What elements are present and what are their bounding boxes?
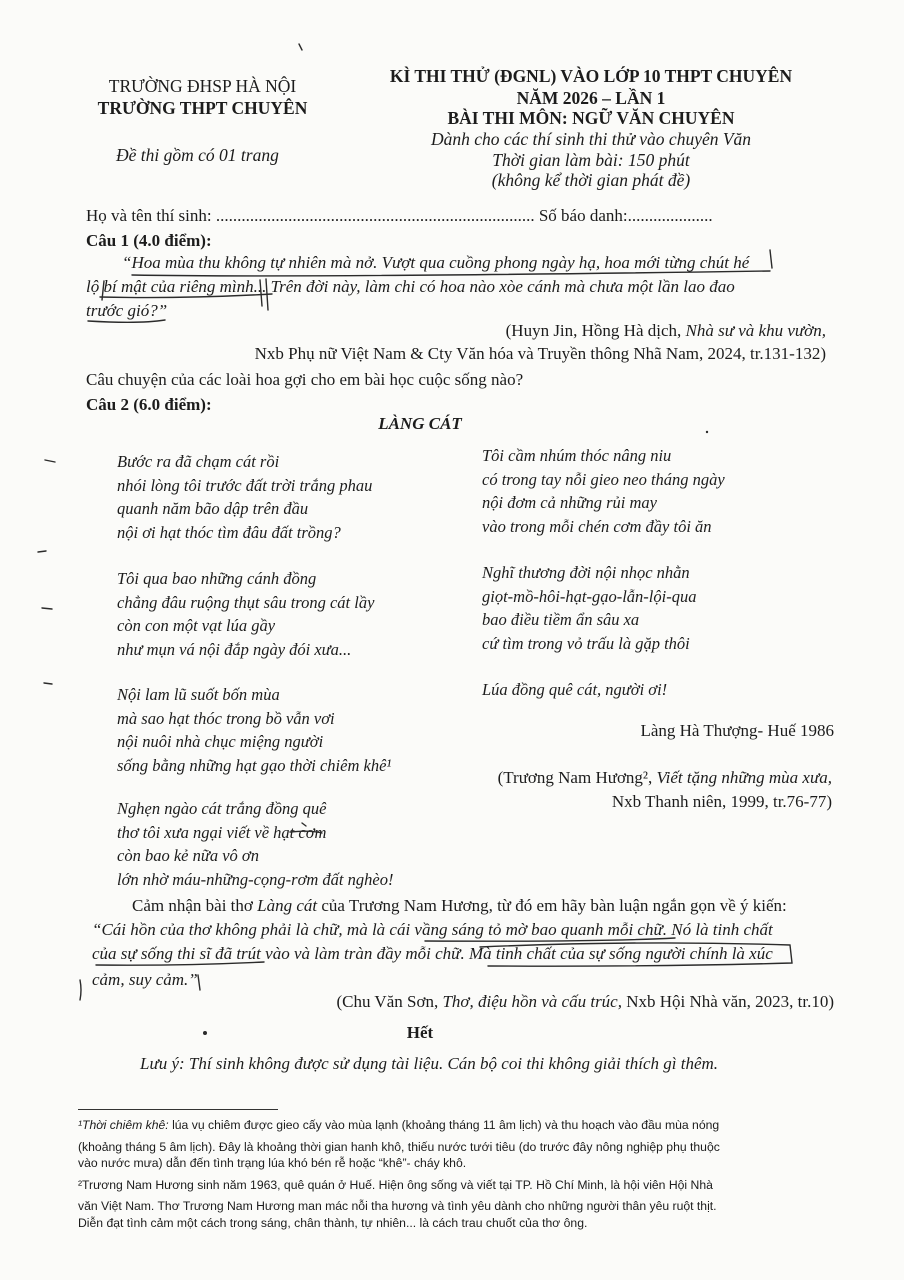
poem-place-date: Làng Hà Thượng- Huế 1986	[640, 721, 834, 740]
footnote-2-line3: Diễn đạt tình cảm một cách trong sáng, chân thành, tự nhiên... là cách trau chuốt của thơ ông.	[78, 1216, 588, 1230]
source-book-title: Thơ, điệu hồn và cấu trúc,	[442, 992, 622, 1011]
poem-line: như mụn vá nội đắp ngày đói xưa...	[117, 639, 352, 659]
question-2-quote-source	[336, 992, 834, 1012]
footnote-1-term: ¹Thời chiêm khê:	[78, 1118, 169, 1132]
pen-dash	[299, 44, 302, 50]
question-1-quote-line3: trước gió?”	[86, 301, 168, 320]
exam-time: Thời gian làm bài: 150 phút	[492, 150, 690, 170]
source-publisher: Nxb Hội Nhà văn, 2023, tr.10)	[621, 992, 834, 1011]
poem-stanza	[482, 444, 725, 538]
source-book-title: Viết tặng những mùa xưa,	[656, 768, 832, 787]
page-count: Đề thi gồm có 01 trang	[116, 145, 279, 165]
prompt-text: của Trương Nam Hương, từ đó em hãy bàn luận ngắn gọn về ý kiến:	[317, 896, 787, 915]
poem-line: vào trong mỗi chén cơm đầy tôi ăn	[482, 516, 712, 536]
poem-source-line1	[498, 768, 832, 788]
question-1-heading: Câu 1 (4.0 điểm):	[86, 231, 212, 250]
end-note: Lưu ý: Thí sinh không được sử dụng tài liệu. Cán bộ coi thi không giải thích gì thêm.	[140, 1054, 719, 1073]
school-name-line2: TRƯỜNG THPT CHUYÊN	[97, 98, 308, 118]
poem-stanza	[117, 797, 393, 891]
footnote-text: lúa vụ chiêm được gieo cấy vào mùa lạnh (khoảng tháng 11 âm lịch) và thu hoạch vào đầu mùa nóng	[168, 1118, 720, 1132]
poem-stanza	[482, 561, 696, 655]
question-1-quote-line1: “Hoa mùa thu không tự nhiên mà nở. Vượt qua cuồng phong ngày hạ, hoa mới từng chút hé	[122, 253, 750, 272]
poem-line: Tôi cầm nhúm thóc nâng niu	[482, 446, 672, 465]
end-label: Hết	[406, 1023, 434, 1042]
poem-line: Bước ra đã chạm cát rồi	[117, 452, 280, 471]
exam-audience: Dành cho các thí sinh thi thử vào chuyên Văn	[430, 129, 752, 149]
poem-line: Nghĩ thương đời nội nhọc nhằn	[482, 563, 690, 582]
poem-line: bao điều tiềm ẩn sâu xa	[482, 610, 640, 629]
question-2-heading: Câu 2 (6.0 điểm):	[86, 395, 212, 414]
poem-line: nội ơi hạt thóc tìm đâu đất trồng?	[117, 522, 341, 542]
exam-title: KÌ THI THỬ (ĐGNL) VÀO LỚP 10 THPT CHUYÊN	[389, 66, 793, 86]
poem-line: thơ tôi xưa ngại viết về hạt cơm	[117, 822, 327, 842]
footnote-2-line1: ²Trương Nam Hương sinh năm 1963, quê quán ở Huế. Hiện ông sống và viết tại TP. Hồ Chí Minh, là hội viên Hội Nhà	[78, 1178, 713, 1192]
poem-stanza	[117, 567, 374, 661]
poem-line: còn bao kẻ nữa vô ơn	[117, 846, 259, 865]
school-name-line1: TRƯỜNG ĐHSP HÀ NỘI	[108, 76, 297, 96]
source-book-title: Nhà sư và khu vườn,	[685, 321, 826, 340]
poem-line: sống bằng những hạt gạo thời chiêm khê¹	[117, 755, 392, 775]
poem-stanza	[117, 683, 391, 777]
poem-line: Nội lam lũ suốt bốn mùa	[117, 685, 280, 704]
poem-line: cứ tìm trong vỏ trấu là gặp thôi	[482, 633, 690, 653]
poem-line: nhói lòng tôi trước đất trời trắng phau	[117, 475, 373, 495]
question-2-quote-line3: cảm, suy cảm.”	[92, 970, 198, 989]
poem-line: Lúa đồng quê cát, người ơi!	[482, 680, 668, 699]
poem-line: mà sao hạt thóc trong bồ vẫn vơi	[117, 708, 335, 728]
poem-source-line2: Nxb Thanh niên, 1999, tr.76-77)	[611, 792, 832, 811]
footnote-1-line1	[78, 1114, 719, 1136]
footnote-separator	[78, 1109, 278, 1110]
pen-dash	[44, 683, 52, 684]
poem-line: lớn nhờ máu-những-cọng-rơm đất nghèo!	[117, 869, 394, 889]
question-2-prompt	[132, 896, 787, 916]
exam-time-note: (không kể thời gian phát đề)	[491, 170, 691, 190]
footnote-1-line3: vào nước mưa) dẫn đến tình trạng lúa khó bén rễ hoặc “khê”- cháy khô.	[78, 1156, 467, 1170]
poem-line: chẳng đâu ruộng thụt sâu trong cát lầy	[117, 592, 375, 612]
poem-line: nội đơm cả những rủi may	[482, 493, 657, 512]
question-1-source-line1	[506, 321, 826, 341]
pen-dash	[42, 608, 52, 609]
prompt-poem-title: Làng cát	[257, 896, 318, 915]
poem-line: Nghẹn ngào cát trắng đồng quê	[117, 799, 327, 818]
question-1-quote-line2: lộ bí mật của riêng mình... Trên đời này, làm chi có hoa nào xòe cánh mà chưa một lần lao đao	[86, 277, 735, 296]
poem-line: còn con một vạt lúa gầy	[117, 616, 276, 635]
poem-title: LÀNG CÁT	[378, 414, 462, 433]
footnote-1-line2: (khoảng tháng 5 âm lịch). Đây là khoảng thời gian hanh khô, thiếu nước tưới tiêu (do trước đây nông nghiệp phụ thuộc	[78, 1140, 720, 1154]
source-author: (Chu Văn Sơn,	[336, 992, 443, 1011]
candidate-info-line: Họ và tên thí sinh: ........................................................................... Số báo danh:....................	[86, 206, 713, 225]
poem-stanza	[117, 450, 372, 544]
question-1-prompt: Câu chuyện của các loài hoa gợi cho em bài học cuộc sống nào?	[86, 370, 524, 389]
exam-year: NĂM 2026 – LẦN 1	[516, 88, 666, 108]
poem-line: Tôi qua bao những cánh đồng	[117, 569, 317, 588]
pen-stroke	[770, 250, 772, 268]
poem-line: có trong tay nỗi gieo neo tháng ngày	[482, 469, 725, 489]
exam-subject: BÀI THI MÔN: NGỮ VĂN CHUYÊN	[447, 108, 735, 128]
pen-stroke	[80, 980, 81, 1000]
pen-dash	[45, 460, 55, 462]
question-1-source-line2: Nxb Phụ nữ Việt Nam & Cty Văn hóa và Truyền thông Nhã Nam, 2024, tr.131-132)	[254, 344, 826, 363]
question-2-quote-line1: “Cái hồn của thơ không phải là chữ, mà là cái vầng sáng tỏ mờ bao quanh mỗi chữ. Nó là tinh chất	[92, 920, 773, 939]
poem-line: giọt-mồ-hôi-hạt-gạo-lẫn-lội-qua	[482, 586, 697, 606]
question-2-quote-line2: của sự sống thi sĩ đã trút vào và làm tràn đầy mỗi chữ. Mà tinh chất của sự sống người chính là xúc	[92, 944, 773, 963]
poem-line: quanh năm bão dập trên đầu	[117, 499, 309, 518]
footnote-2-line2: văn Việt Nam. Thơ Trương Nam Hương man mác nỗi tha hương và tình yêu dành cho những người thân yêu ruột thịt.	[78, 1199, 717, 1213]
poem-line: nội nuôi nhà chục miệng người	[117, 732, 324, 751]
prompt-text: Cảm nhận bài thơ	[132, 896, 258, 915]
pen-dash	[38, 551, 46, 552]
source-author: (Trương Nam Hương²,	[497, 768, 657, 787]
pen-stroke	[198, 975, 200, 990]
poem-stanza	[482, 678, 667, 702]
source-author: (Huyn Jin, Hồng Hà dịch,	[505, 321, 686, 340]
